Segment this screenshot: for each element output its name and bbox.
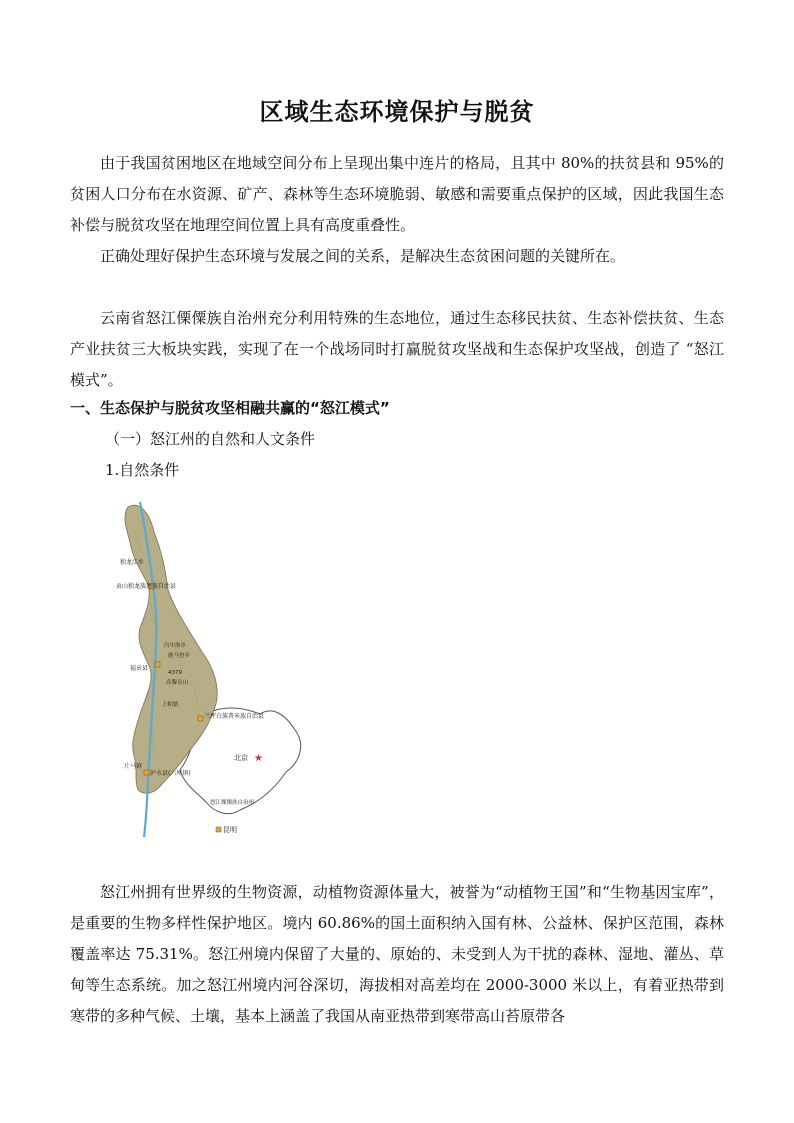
label-dulongjiang: 独龙江乡 [120, 559, 145, 566]
paragraph-4: 怒江州拥有世界级的生物资源，动植物资源体量大，被誉为“动植物王国”和“生物基因宝库”，是重要的生物多样性保护地区。境内 60.86%的国土面积纳入国有林、公益林、保护区范围，森林覆盖率达 75.31%。怒江州境内保留了大量的、原始的、未受到人为干扰的森林、湿地、灌丛、草甸等生态系统。加之怒江州境内河谷深切，海拔相对高差均在 2000-3000 米以上，有着亚热带到寒带的多种气候、土壤，基本上涵盖了我国从南亚热带到寒带高山苔原带各 [70, 883, 724, 1025]
label-gaoligong: 高黎贡山 [166, 680, 189, 686]
label-peak: 4379 [168, 670, 182, 676]
kunming-marker [216, 827, 221, 832]
label-bingzhongluo: 丙中洛乡 [164, 643, 187, 649]
label-lumadeng: 鹿马登乡 [168, 653, 191, 659]
label-lanping: 兰坪白族普米族自治县 [204, 713, 265, 720]
nujiang-prefecture-shape [125, 505, 217, 793]
paragraph-2: 正确处理好保护生态环境与发展之间的关系，是解决生态贫困问题的关键所在。 [100, 247, 626, 265]
section-heading: 一、生态保护与脱贫攻坚相融共赢的“怒江模式” [70, 399, 390, 417]
label-fugong: 福贡县 [130, 665, 149, 672]
paragraph-1: 由于我国贫困地区在地域空间分布上呈现出集中连片的格局，且其中 80%的扶贫县和 95%的贫困人口分布在水资源、矿产、森林等生态环境脆弱、敏感和需要重点保护的区域，因此我国生态补偿与脱贫攻坚在地理空间位置上具有高度重叠性。 [70, 154, 724, 234]
fugong-marker [155, 662, 160, 667]
label-pianma: 片马镇 [124, 763, 143, 770]
page-title: 区域生态环境保护与脱贫 [259, 98, 535, 126]
nujiang-map-figure [110, 492, 310, 867]
subsubsection-heading: 1.自然条件 [105, 461, 180, 479]
lanping-marker [198, 716, 203, 721]
label-kunming: 昆明 [223, 826, 237, 834]
lushui-marker [144, 770, 149, 775]
subsection-heading: （一）怒江州的自然和人文条件 [105, 430, 316, 448]
label-shangpa: 上帕镇 [162, 702, 179, 708]
label-gongshan: 贡山独龙族怒族自治县 [116, 583, 177, 590]
paragraph-3: 云南省怒江傈僳族自治州充分利用特殊的生态地位，通过生态移民扶贫、生态补偿扶贫、生态产业扶贫三大板块实践，实现了在一个战场同时打赢脱贫攻坚战和生态保护攻坚战，创造了 “怒江模式”。 [70, 309, 724, 389]
label-nujiang-pref: 怒江傈僳族自治州 [210, 800, 255, 806]
label-beijing: 北京 [234, 754, 248, 762]
label-lushui: 泸水县(六库镇) [150, 770, 191, 777]
beijing-star-icon: ★ [254, 753, 263, 764]
